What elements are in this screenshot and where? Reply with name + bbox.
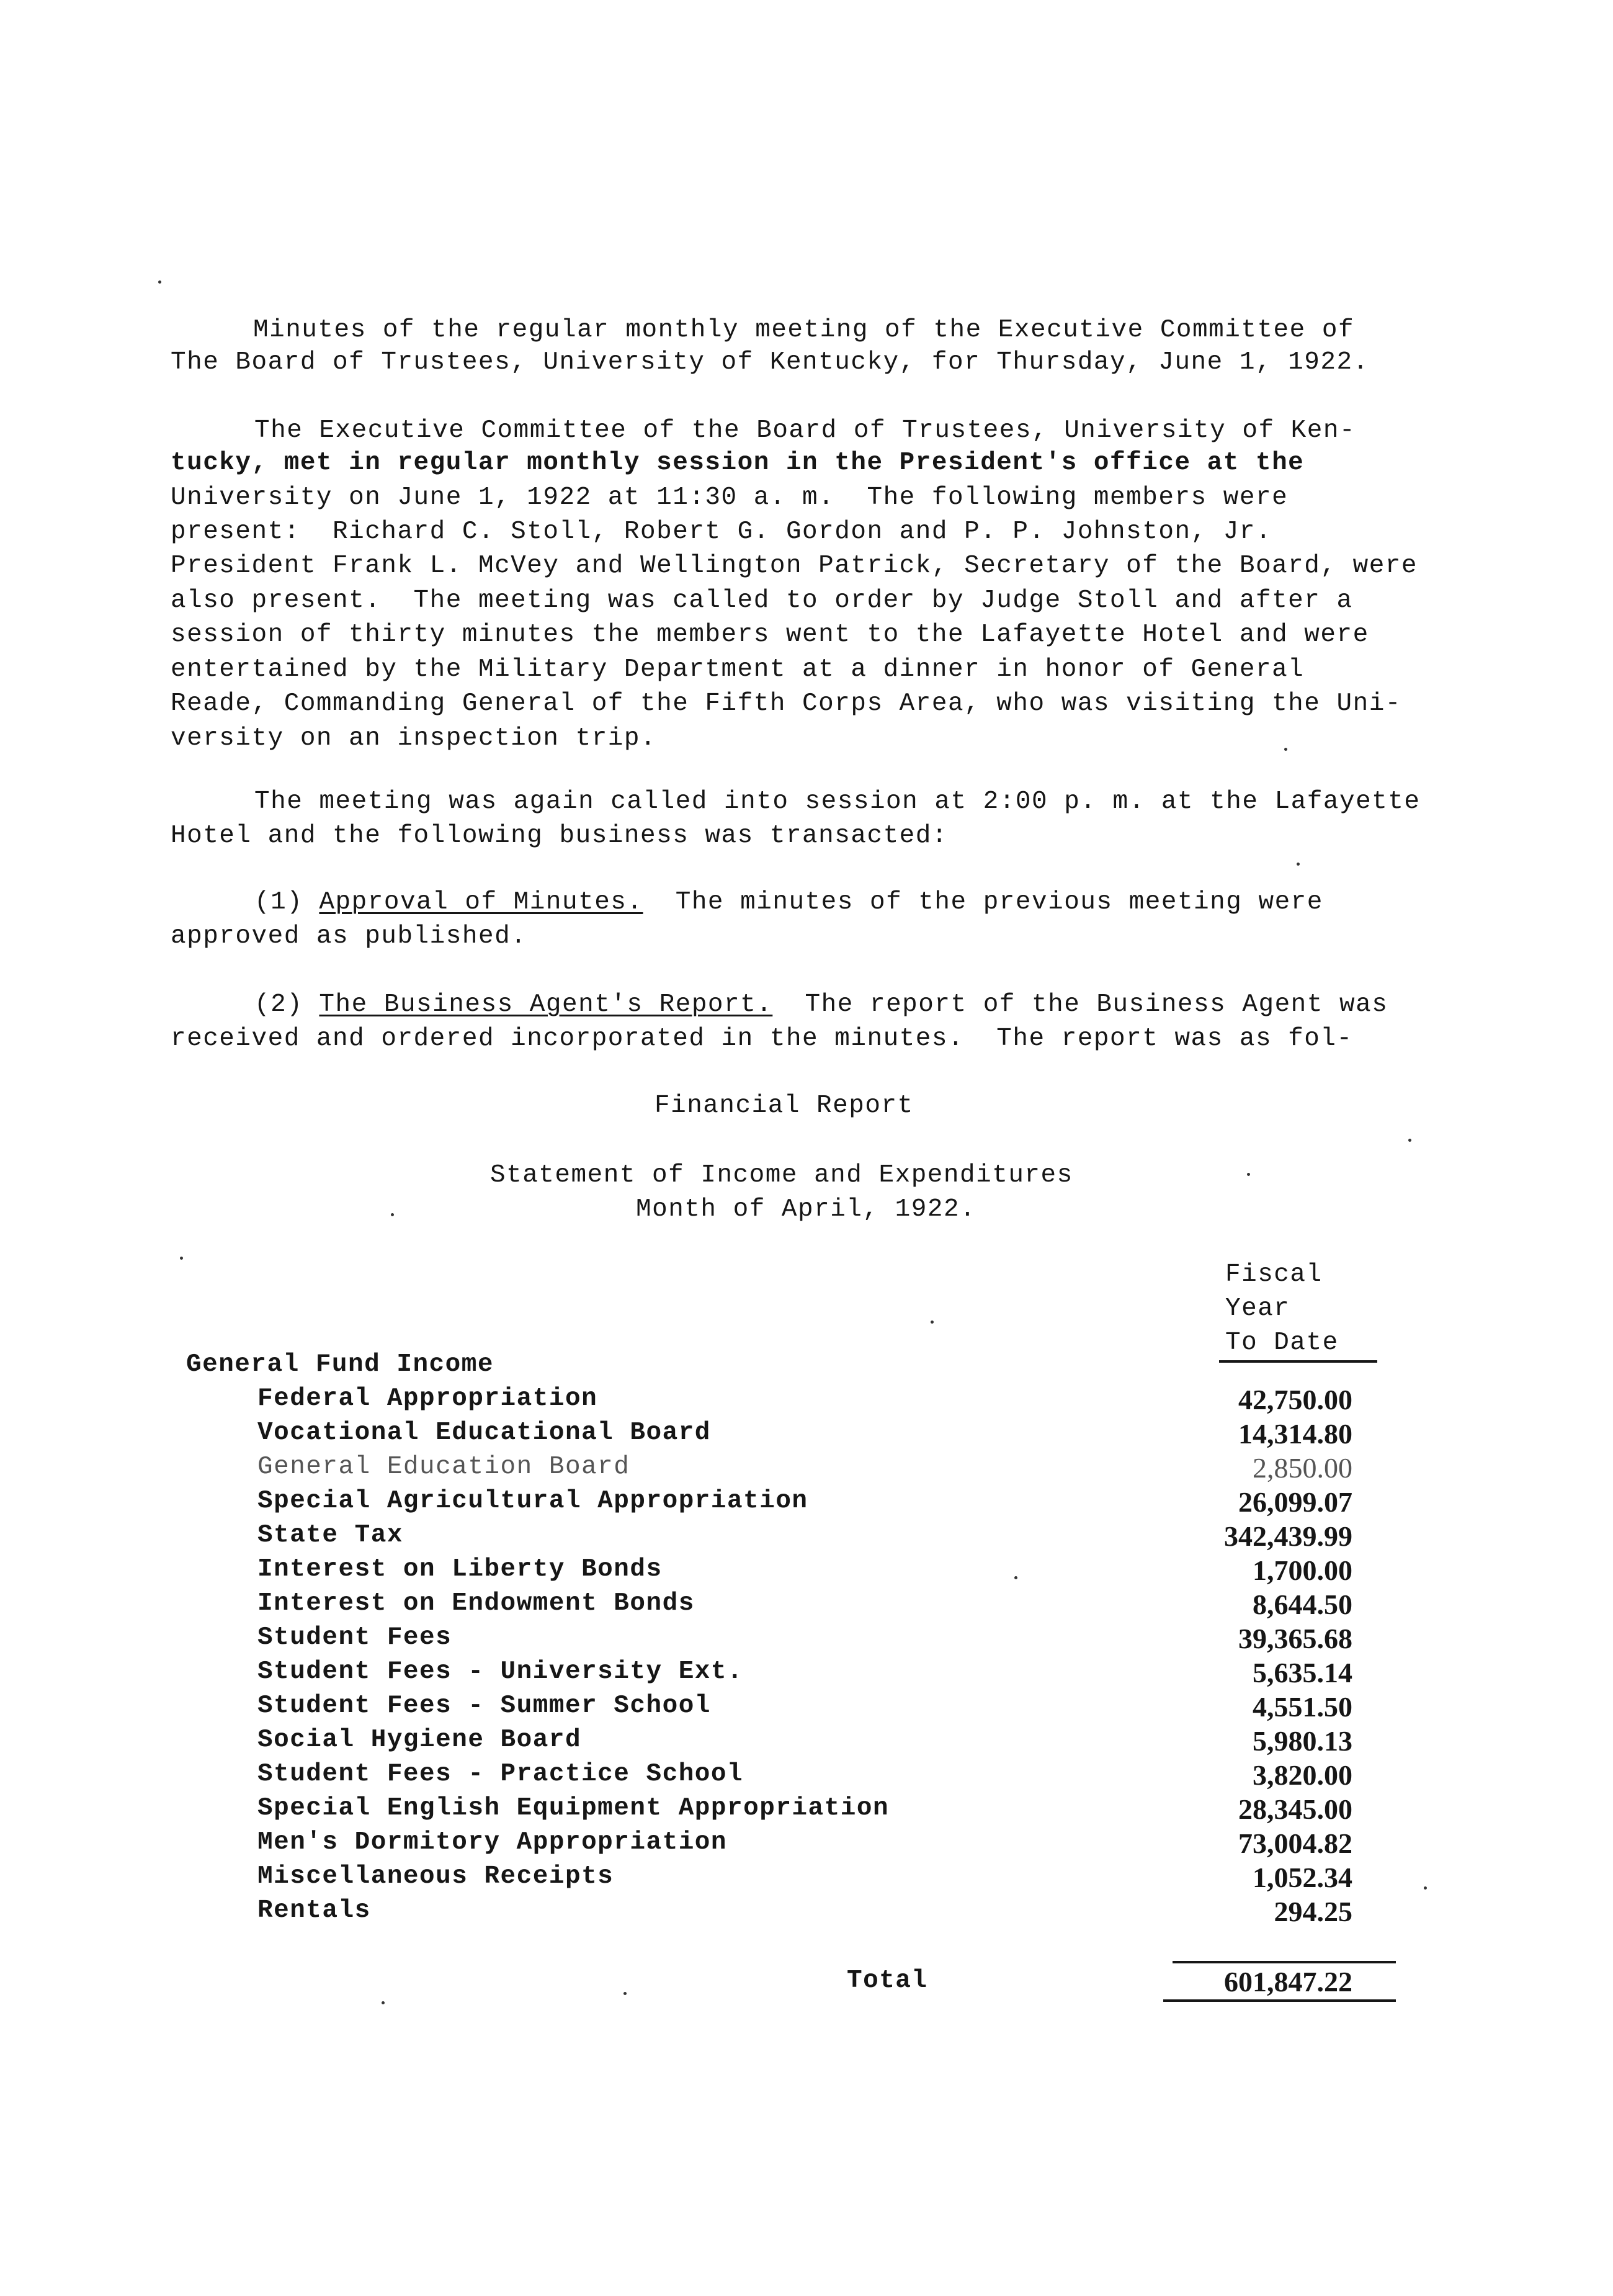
item1-text: The minutes of the previous meeting were bbox=[643, 888, 1323, 917]
income-row-label: Student Fees - Practice School bbox=[257, 1760, 744, 1788]
scan-speck bbox=[1297, 863, 1300, 866]
scan-speck bbox=[1408, 1139, 1411, 1142]
column-header-line-3: To Date bbox=[1225, 1329, 1339, 1357]
income-row-label: Student Fees - University Ext. bbox=[257, 1657, 744, 1686]
item1-line-1 bbox=[254, 887, 1323, 917]
income-row-label: Rentals bbox=[257, 1896, 371, 1925]
heading-line-1: Minutes of the regular monthly meeting of the Executive Committee of bbox=[253, 316, 1355, 344]
income-row-value: 1,700.00 bbox=[1253, 1554, 1352, 1586]
income-row-value: 39,365.68 bbox=[1238, 1623, 1352, 1654]
income-row-label: Federal Appropriation bbox=[257, 1384, 598, 1413]
para1-line-8: entertained by the Military Department at a dinner in honor of General bbox=[171, 655, 1305, 684]
report-title: Financial Report bbox=[655, 1092, 914, 1120]
scan-speck bbox=[180, 1257, 183, 1260]
income-row-value: 342,439.99 bbox=[1224, 1520, 1352, 1552]
scan-speck bbox=[1247, 1173, 1250, 1176]
item2-number: (2) bbox=[254, 990, 303, 1019]
income-row-value: 3,820.00 bbox=[1253, 1759, 1352, 1791]
item2-line-1 bbox=[254, 990, 1388, 1020]
income-row-label: Special Agricultural Appropriation bbox=[257, 1487, 808, 1515]
item1-title: Approval of Minutes. bbox=[319, 888, 643, 917]
income-row-label: Student Fees - Summer School bbox=[257, 1692, 711, 1720]
income-row-label: Interest on Liberty Bonds bbox=[257, 1555, 663, 1584]
para1-line-6: also present. The meeting was called to order by Judge Stoll and after a bbox=[171, 586, 1353, 615]
income-row-label: Student Fees bbox=[257, 1623, 452, 1652]
column-header-line-2: Year bbox=[1225, 1294, 1290, 1323]
item2-text: The report of the Business Agent was bbox=[772, 990, 1388, 1019]
para1-line-1: The Executive Committee of the Board of Trustees, University of Ken- bbox=[254, 416, 1356, 445]
column-header-underline bbox=[1219, 1360, 1377, 1363]
scan-speck bbox=[623, 1992, 627, 1995]
income-row-label: Special English Equipment Appropriation bbox=[257, 1794, 890, 1823]
para1-line-4: present: Richard C. Stoll, Robert G. Gordon and P. P. Johnston, Jr. bbox=[171, 518, 1272, 546]
para2-line-2: Hotel and the following business was transacted: bbox=[171, 822, 948, 850]
heading-line-2: The Board of Trustees, University of Kentucky, for Thursday, June 1, 1922. bbox=[171, 348, 1369, 377]
income-row-value: 73,004.82 bbox=[1238, 1827, 1352, 1859]
total-value: 601,847.22 bbox=[1224, 1966, 1352, 1998]
income-row-label: Vocational Educational Board bbox=[257, 1419, 711, 1447]
scan-speck bbox=[391, 1213, 394, 1216]
total-rule-top bbox=[1173, 1961, 1396, 1963]
total-rule-bottom bbox=[1163, 1999, 1396, 2002]
para1-line-5: President Frank L. McVey and Wellington Patrick, Secretary of the Board, were bbox=[171, 552, 1418, 580]
income-row-value: 5,635.14 bbox=[1253, 1657, 1352, 1688]
column-header-line-1: Fiscal bbox=[1225, 1260, 1323, 1289]
income-row-value: 2,850.00 bbox=[1253, 1452, 1352, 1484]
income-row-value: 1,052.34 bbox=[1253, 1862, 1352, 1893]
income-row-value: 5,980.13 bbox=[1253, 1725, 1352, 1757]
scan-speck bbox=[1424, 1886, 1427, 1890]
income-row-value: 8,644.50 bbox=[1253, 1589, 1352, 1620]
income-row-value: 28,345.00 bbox=[1238, 1793, 1352, 1825]
total-label: Total bbox=[847, 1966, 928, 1995]
income-row-label: Interest on Endowment Bonds bbox=[257, 1589, 695, 1618]
scan-speck bbox=[158, 280, 161, 284]
para2-line-1: The meeting was again called into session at 2:00 p. m. at the Lafayette bbox=[254, 787, 1421, 816]
item1-line-2: approved as published. bbox=[171, 922, 527, 951]
income-row-value: 26,099.07 bbox=[1238, 1486, 1352, 1518]
income-row-label: State Tax bbox=[257, 1521, 403, 1549]
income-row-label: Men's Dormitory Appropriation bbox=[257, 1828, 728, 1857]
para1-line-7: session of thirty minutes the members went to the Lafayette Hotel and were bbox=[171, 621, 1369, 649]
item2-title: The Business Agent's Report. bbox=[319, 990, 773, 1019]
para1-line-2: tucky, met in regular monthly session in the President's office at the bbox=[171, 449, 1305, 477]
scan-speck bbox=[1014, 1576, 1017, 1579]
income-row-value: 4,551.50 bbox=[1253, 1691, 1352, 1723]
income-row-label: Social Hygiene Board bbox=[257, 1726, 582, 1754]
item1-number: (1) bbox=[254, 888, 303, 917]
report-period: Month of April, 1922. bbox=[636, 1195, 976, 1224]
para1-line-9: Reade, Commanding General of the Fifth Corps Area, who was visiting the Uni- bbox=[171, 689, 1401, 718]
para1-line-10: versity on an inspection trip. bbox=[171, 724, 657, 753]
scan-speck bbox=[931, 1321, 934, 1324]
report-subtitle: Statement of Income and Expenditures bbox=[490, 1161, 1073, 1190]
scan-speck bbox=[382, 2001, 385, 2004]
income-row-label: General Education Board bbox=[257, 1453, 630, 1481]
income-row-value: 42,750.00 bbox=[1238, 1384, 1352, 1415]
scan-speck bbox=[1284, 748, 1287, 751]
income-row-label: Miscellaneous Receipts bbox=[257, 1862, 614, 1891]
item2-line-2: received and ordered incorporated in the minutes. The report was as fol- bbox=[171, 1025, 1353, 1053]
section-heading: General Fund Income bbox=[186, 1350, 494, 1379]
income-row-value: 294.25 bbox=[1274, 1896, 1352, 1927]
para1-line-3: University on June 1, 1922 at 11:30 a. m. The following members were bbox=[171, 483, 1289, 512]
income-row-value: 14,314.80 bbox=[1238, 1418, 1352, 1450]
